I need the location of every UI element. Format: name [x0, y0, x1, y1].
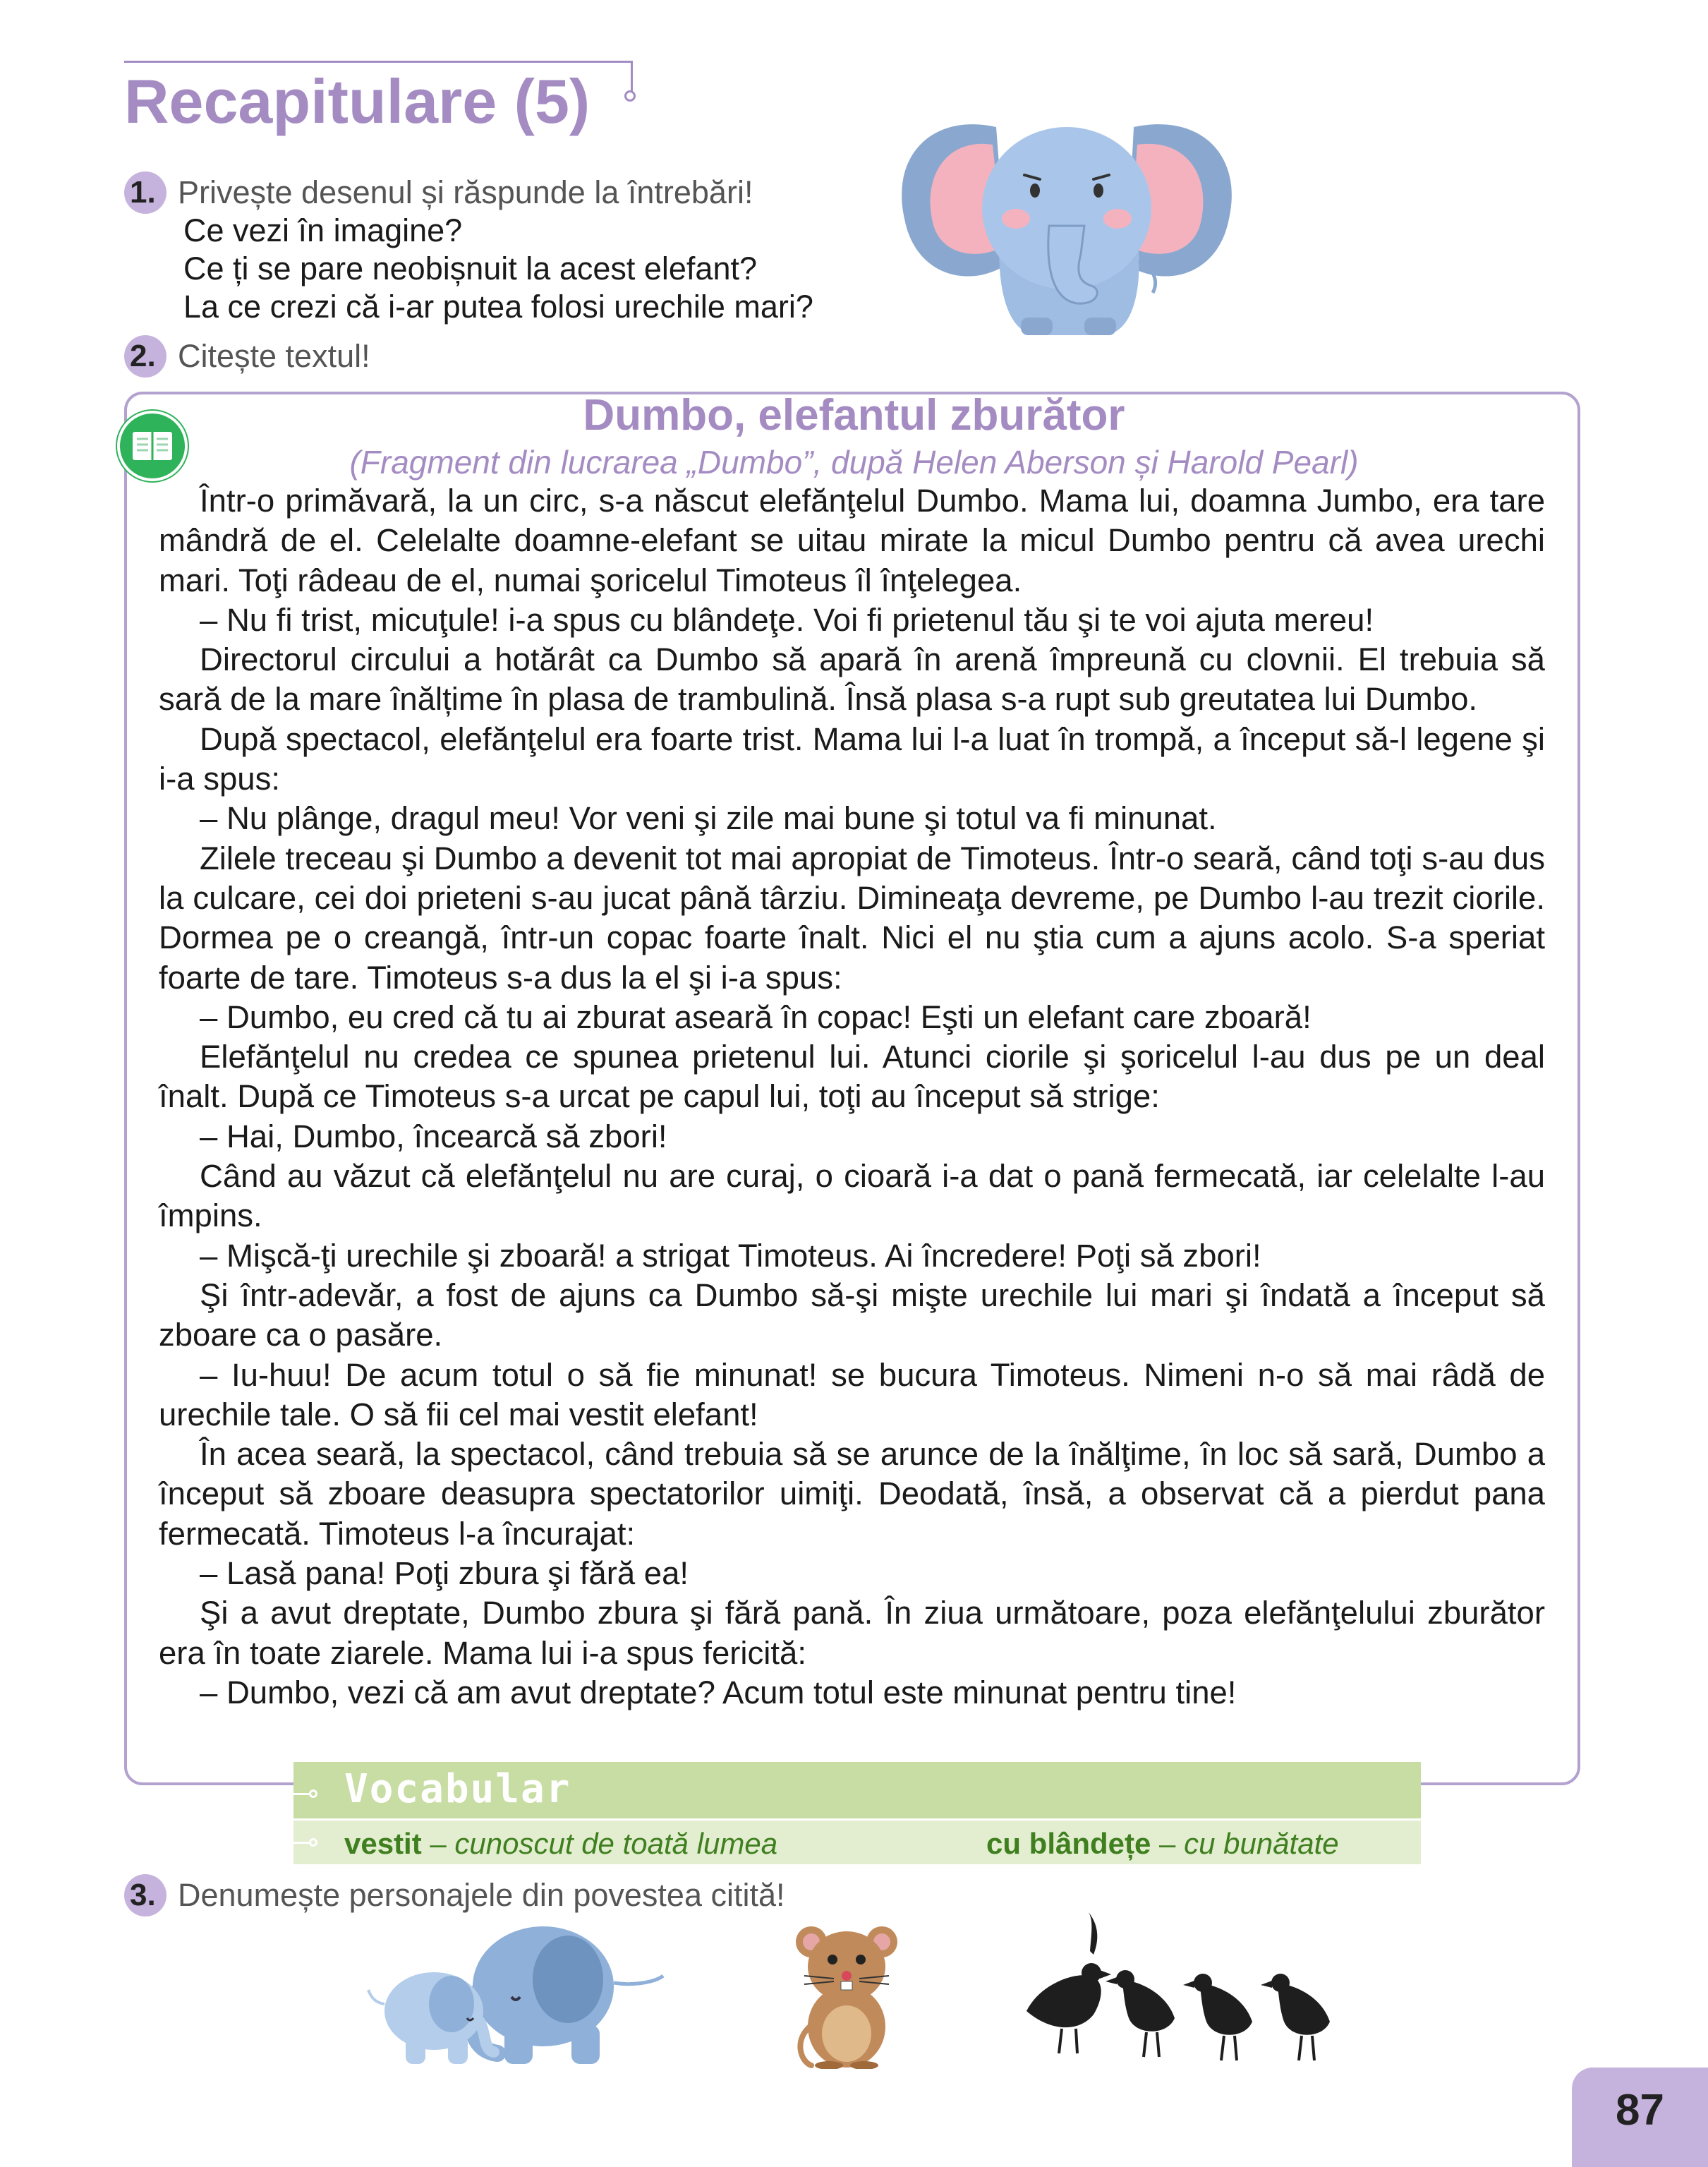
vocabulary-bullet: [309, 1838, 317, 1847]
story-paragraph: Şi într-adevăr, a fost de ajuns ca Dumbo să-şi mişte urechile lui mari şi îndată a început să zboare ca o pasăre.: [159, 1276, 1545, 1353]
vocabulary-connector: [293, 1793, 310, 1795]
story-source: (Fragment din lucrarea „Dumbo”, după Helen Aberson și Harold Pearl): [349, 444, 1359, 481]
task-1-question: La ce crezi că i-ar putea folosi urechile mari?: [183, 289, 813, 325]
task-3-instruction: Denumește personajele din povestea citită!: [178, 1877, 785, 1913]
story-paragraph: – Mişcă-ţi urechile şi zboară! a strigat Timoteus. Ai încredere! Poţi să zbori!: [200, 1237, 1261, 1274]
task-1-question: Ce vezi în imagine?: [183, 212, 463, 248]
story-paragraph: – Lasă pana! Poţi zbura şi fără ea!: [200, 1555, 689, 1592]
story-paragraph: – Nu fi trist, micuţule! i-a spus cu blândeţe. Voi fi prietenul tău şi te voi ajuta mereu!: [200, 601, 1374, 638]
elephant-illustration: [890, 113, 1243, 335]
story-paragraph: Când au văzut că elefănţelul nu are curaj, o cioară i-a dat o pană fermecată, iar celelalte l-au împins.: [159, 1158, 1545, 1234]
vocabulary-dash: –: [1151, 1827, 1185, 1860]
story-paragraph: – Iu-huu! De acum totul o să fie minunat! se bucura Timoteus. Nimeni n-o să mai râdă de urechile tale. O să fii cel mai vestit elefant!: [159, 1356, 1545, 1432]
vocabulary-definition: cu bunătate: [1184, 1827, 1339, 1860]
page-number: 87: [1616, 2086, 1664, 2135]
title-rule: [124, 61, 632, 63]
story-paragraph: – Hai, Dumbo, încearcă să zbori!: [200, 1118, 667, 1154]
vocabulary-word: cu blândețe: [986, 1827, 1151, 1860]
task-number-3: 3.: [124, 1874, 166, 1917]
story-paragraph: Şi a avut dreptate, Dumbo zbura şi fără pană. În ziua următoare, poza elefănţelului zburător era în toate ziarele. Mama lui i-a spus fericită:: [159, 1595, 1545, 1671]
task-number-2: 2.: [124, 335, 166, 378]
vocabulary-title: Vocabular: [344, 1766, 571, 1812]
vocabulary-connector: [293, 1842, 310, 1844]
vocabulary-definition: cunoscut de toată lumea: [454, 1827, 778, 1860]
mouse-illustration: [790, 1921, 903, 2069]
title-rule-vertical: [631, 61, 633, 93]
story-paragraph: Directorul circului a hotărât ca Dumbo să apară în arenă împreună cu clovnii. El trebuia să sară de la mare înălțime în plasa de trambulină. Însă plasa s-a rupt sub greutatea lui Dumbo.: [159, 641, 1545, 718]
task-2-instruction: Citește textul!: [178, 338, 370, 374]
vocabulary-bullet: [309, 1789, 317, 1798]
vocabulary-word: vestit: [344, 1827, 422, 1860]
story-paragraph: După spectacol, elefănţelul era foarte trist. Mama lui l-a luat în trompă, a început să-l legene şi i-a spus:: [159, 720, 1545, 797]
story-paragraph: – Nu plânge, dragul meu! Vor veni şi zile mai bune şi totul va fi minunat.: [200, 800, 1217, 837]
story-paragraph: Zilele treceau şi Dumbo a devenit tot mai apropiat de Timoteus. Într-o seară, când toţi s-au dus la culcare, cei doi prieteni s-au jucat până târziu. Dimineaţa devreme, pe Dumbo l-au trezit ciorile. Dormea pe o creangă, într-un copac foarte înalt. Nici el nu ştia cum a ajuns acolo. S-a speriat foarte de tare. Timoteus s-a dus la el şi i-a spus:: [159, 840, 1545, 996]
story-title: Dumbo, elefantul zburător: [583, 391, 1125, 440]
task-1-question: Ce ți se pare neobișnuit la acest elefant?: [183, 250, 758, 286]
vocabulary-entry: [986, 1829, 1339, 1859]
page-title: Recapitulare (5): [124, 66, 590, 136]
elephants-illustration: [367, 1919, 670, 2068]
story-paragraph: În acea seară, la spectacol, când trebuia să se arunce de la înălţime, în loc să sară, Dumbo a început să zboare deasupra spectatorilor uimiţi. Deodată, însă, a observat că a pierdut pana fermecată. Timoteus l-a încurajat:: [159, 1436, 1545, 1552]
story-body: [159, 481, 1545, 1713]
task-1-instruction: Privește desenul și răspunde la întrebări!: [178, 174, 753, 210]
vocabulary-dash: –: [421, 1827, 455, 1860]
story-paragraph: Elefănţelul nu credea ce spunea prietenul lui. Atunci ciorile şi şoricelul l-au dus pe un deal înalt. După ce Timoteus s-a urcat pe capul lui, toţi au început să strige:: [159, 1039, 1545, 1115]
title-rule-dot: [624, 90, 636, 102]
story-paragraph: Într-o primăvară, la un circ, s-a născut elefănţelul Dumbo. Mama lui, doamna Jumbo, era tare mândră de el. Celelalte doamne-elefant se uitau mirate la micul Dumbo pentru că avea urechi mari. Toţi râdeau de el, numai şoricelul Timoteus îl înţelegea.: [159, 483, 1545, 598]
vocabulary-entry: [344, 1829, 777, 1859]
story-paragraph: – Dumbo, eu cred că tu ai zburat aseară în copac! Eşti un elefant care zboară!: [200, 998, 1312, 1035]
task-number-1: 1.: [124, 171, 166, 214]
story-paragraph: – Dumbo, vezi că am avut dreptate? Acum totul este minunat pentru tine!: [200, 1674, 1237, 1710]
crows-illustration: [1012, 1912, 1365, 2068]
